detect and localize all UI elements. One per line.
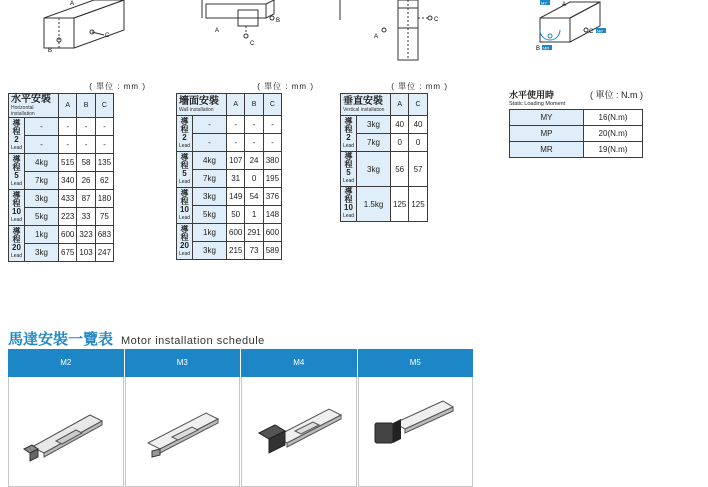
diagram-horizontal bbox=[14, 0, 144, 62]
table-row bbox=[9, 118, 114, 136]
diagram-wall bbox=[200, 0, 300, 62]
motor-col-m3 bbox=[125, 349, 241, 487]
table-row bbox=[177, 116, 282, 134]
table-cell: 433 bbox=[59, 190, 77, 208]
motor-model-label: M3 bbox=[125, 349, 241, 377]
table-row bbox=[177, 188, 282, 206]
table-cell: 5kg bbox=[193, 206, 227, 224]
moment-row bbox=[510, 126, 643, 142]
diagram-label-b: B bbox=[48, 48, 53, 54]
schedule-header bbox=[8, 328, 265, 349]
table-header-title: 墻面安裝 Wall installation bbox=[177, 94, 227, 116]
horizontal-unit: ( 單位 : mm ) bbox=[89, 82, 146, 91]
table-cell: 56 bbox=[391, 152, 409, 187]
table-cell: - bbox=[25, 136, 59, 154]
lead-cell: 導 程 5 Lead bbox=[341, 152, 357, 187]
table-cell: 1kg bbox=[193, 224, 227, 242]
table-header-col: A bbox=[391, 94, 409, 116]
moment-row bbox=[510, 142, 643, 158]
vertical-unit: ( 單位 : mm ) bbox=[391, 82, 448, 91]
table-header-col: C bbox=[95, 94, 113, 118]
table-row bbox=[9, 172, 114, 190]
table-row bbox=[9, 136, 114, 154]
table-cell: 4kg bbox=[25, 154, 59, 172]
diagram-label-c: C bbox=[250, 41, 255, 47]
moment-subtitle: Static Loading Moment bbox=[509, 101, 566, 107]
table-cell: 515 bbox=[59, 154, 77, 172]
table-cell: 195 bbox=[263, 170, 281, 188]
table-cell: 50 bbox=[227, 206, 245, 224]
table-cell: 4kg bbox=[193, 152, 227, 170]
table-cell: - bbox=[59, 118, 77, 136]
table-cell: 125 bbox=[409, 187, 427, 222]
motor-col-m2 bbox=[8, 349, 124, 487]
motor-m4-image bbox=[249, 397, 349, 467]
diagram-label-b: B bbox=[536, 46, 541, 52]
table-cell: - bbox=[263, 134, 281, 152]
table-cell: 5kg bbox=[25, 208, 59, 226]
table-cell: 0 bbox=[245, 170, 263, 188]
table-cell: 75 bbox=[95, 208, 113, 226]
table-cell: 600 bbox=[59, 226, 77, 244]
table-cell: 180 bbox=[95, 190, 113, 208]
table-cell: 1.5kg bbox=[357, 187, 391, 222]
table-row bbox=[177, 134, 282, 152]
table-cell: 1 bbox=[245, 206, 263, 224]
table-cell: 380 bbox=[263, 152, 281, 170]
table-cell: 26 bbox=[77, 172, 95, 190]
table-row bbox=[341, 152, 428, 187]
diagram-label-c: C bbox=[589, 29, 594, 35]
diagram-label-mr: MR bbox=[543, 45, 550, 51]
table-cell: 3kg bbox=[25, 244, 59, 262]
table-cell: 223 bbox=[59, 208, 77, 226]
table-header-col: C bbox=[263, 94, 281, 116]
table-cell: 135 bbox=[95, 154, 113, 172]
table-cell: 340 bbox=[59, 172, 77, 190]
table-cell: - bbox=[77, 136, 95, 154]
table-cell: - bbox=[59, 136, 77, 154]
table-cell: 58 bbox=[77, 154, 95, 172]
motor-col-m4 bbox=[241, 349, 357, 487]
table-header-col: B bbox=[77, 94, 95, 118]
diagram-label-mp: MP bbox=[597, 28, 603, 34]
table-header-title: 垂直安裝 Vertical installation bbox=[341, 94, 391, 116]
horizontal-spec bbox=[8, 80, 150, 262]
motor-m5-image bbox=[365, 397, 465, 467]
diagram-label-my: MY bbox=[541, 0, 547, 6]
moment-key: MP bbox=[510, 126, 584, 142]
table-row bbox=[9, 190, 114, 208]
motor-model-label: M4 bbox=[241, 349, 357, 377]
table-cell: - bbox=[263, 116, 281, 134]
moment-value: 16(N.m) bbox=[584, 110, 643, 126]
moment-unit: ( 單位 : N.m ) bbox=[590, 90, 643, 100]
table-row bbox=[9, 154, 114, 172]
table-cell: 40 bbox=[391, 116, 409, 134]
table-header-col: A bbox=[227, 94, 245, 116]
diagram-vertical bbox=[338, 0, 458, 62]
table-cell: 73 bbox=[245, 242, 263, 260]
table-row bbox=[177, 170, 282, 188]
moment-key: MR bbox=[510, 142, 584, 158]
table-row bbox=[9, 226, 114, 244]
table-cell: - bbox=[227, 116, 245, 134]
table-cell: 3kg bbox=[357, 116, 391, 134]
lead-cell: 導 程 2 Lead bbox=[177, 116, 193, 152]
table-row bbox=[341, 187, 428, 222]
diagram-label-b: B bbox=[276, 18, 281, 24]
schedule-title-en: Motor installation schedule bbox=[121, 335, 265, 347]
table-cell: 247 bbox=[95, 244, 113, 262]
table-cell: 62 bbox=[95, 172, 113, 190]
table-cell: 40 bbox=[409, 116, 427, 134]
table-header-title: 水平安裝 Horizontal installation bbox=[9, 94, 59, 118]
diagram-label-c: C bbox=[105, 33, 110, 39]
moment-spec bbox=[509, 88, 643, 158]
table-cell: 7kg bbox=[357, 134, 391, 152]
table-cell: 7kg bbox=[193, 170, 227, 188]
table-cell: 103 bbox=[77, 244, 95, 262]
table-cell: - bbox=[227, 134, 245, 152]
moment-table bbox=[509, 109, 643, 158]
table-cell: - bbox=[95, 118, 113, 136]
table-cell: - bbox=[95, 136, 113, 154]
lead-cell: 導 程 5 Lead bbox=[9, 154, 25, 190]
motor-model-label: M2 bbox=[8, 349, 124, 377]
table-cell: 3kg bbox=[25, 190, 59, 208]
table-cell: - bbox=[25, 118, 59, 136]
table-cell: 149 bbox=[227, 188, 245, 206]
table-cell: 291 bbox=[245, 224, 263, 242]
table-cell: 683 bbox=[95, 226, 113, 244]
table-row bbox=[9, 244, 114, 262]
table-cell: 600 bbox=[227, 224, 245, 242]
table-cell: - bbox=[193, 134, 227, 152]
table-row bbox=[9, 208, 114, 226]
lead-cell: 導 程 10 Lead bbox=[341, 187, 357, 222]
table-row bbox=[177, 206, 282, 224]
table-row bbox=[177, 152, 282, 170]
lead-cell: 導 程 5 Lead bbox=[177, 152, 193, 188]
table-cell: 0 bbox=[391, 134, 409, 152]
table-header-col: A bbox=[59, 94, 77, 118]
table-cell: 148 bbox=[263, 206, 281, 224]
moment-value: 19(N.m) bbox=[584, 142, 643, 158]
table-header-col: C bbox=[409, 94, 427, 116]
table-cell: 87 bbox=[77, 190, 95, 208]
table-row bbox=[341, 116, 428, 134]
table-cell: 33 bbox=[77, 208, 95, 226]
lead-cell: 導 程 2 Lead bbox=[341, 116, 357, 152]
table-cell: 675 bbox=[59, 244, 77, 262]
table-cell: - bbox=[77, 118, 95, 136]
table-cell: 0 bbox=[409, 134, 427, 152]
diagram-moment bbox=[530, 0, 620, 62]
lead-cell: 導 程 2 Lead bbox=[9, 118, 25, 154]
table-cell: 3kg bbox=[193, 242, 227, 260]
moment-row bbox=[510, 110, 643, 126]
lead-cell: 導 程 20 Lead bbox=[9, 226, 25, 262]
table-cell: - bbox=[245, 134, 263, 152]
moment-title: 水平使用時 bbox=[509, 90, 555, 100]
motor-model-label: M5 bbox=[358, 349, 474, 377]
lead-cell: 導 程 20 Lead bbox=[177, 224, 193, 260]
moment-key: MY bbox=[510, 110, 584, 126]
table-cell: - bbox=[193, 116, 227, 134]
diagram-label-a: A bbox=[70, 1, 75, 7]
table-cell: - bbox=[245, 116, 263, 134]
table-cell: 215 bbox=[227, 242, 245, 260]
moment-value: 20(N.m) bbox=[584, 126, 643, 142]
diagram-label-c: C bbox=[434, 17, 439, 23]
diagram-label-a: A bbox=[374, 34, 379, 40]
table-header-col: B bbox=[245, 94, 263, 116]
vertical-table bbox=[340, 93, 428, 222]
table-cell: 54 bbox=[245, 188, 263, 206]
table-cell: 600 bbox=[263, 224, 281, 242]
diagram-label-a: A bbox=[215, 28, 220, 34]
table-cell: 376 bbox=[263, 188, 281, 206]
table-cell: 125 bbox=[391, 187, 409, 222]
table-row bbox=[177, 224, 282, 242]
motor-m2-image bbox=[16, 397, 116, 467]
lead-cell: 導 程 10 Lead bbox=[177, 188, 193, 224]
table-cell: 57 bbox=[409, 152, 427, 187]
motor-grid bbox=[8, 349, 474, 487]
wall-unit: ( 單位 : mm ) bbox=[257, 82, 314, 91]
schedule-title-zh: 馬達安裝一覽表 bbox=[8, 331, 114, 348]
table-cell: 24 bbox=[245, 152, 263, 170]
table-cell: 3kg bbox=[357, 152, 391, 187]
wall-spec bbox=[176, 80, 318, 260]
table-cell: 1kg bbox=[25, 226, 59, 244]
table-cell: 107 bbox=[227, 152, 245, 170]
table-cell: 3kg bbox=[193, 188, 227, 206]
motor-m3-image bbox=[132, 397, 232, 467]
vertical-spec bbox=[340, 80, 452, 222]
table-cell: 31 bbox=[227, 170, 245, 188]
table-cell: 7kg bbox=[25, 172, 59, 190]
wall-table bbox=[176, 93, 282, 260]
table-cell: 323 bbox=[77, 226, 95, 244]
motor-col-m5 bbox=[358, 349, 474, 487]
diagram-label-a: A bbox=[562, 2, 567, 8]
lead-cell: 導 程 10 Lead bbox=[9, 190, 25, 226]
horizontal-table bbox=[8, 93, 114, 262]
table-row bbox=[177, 242, 282, 260]
table-cell: 589 bbox=[263, 242, 281, 260]
